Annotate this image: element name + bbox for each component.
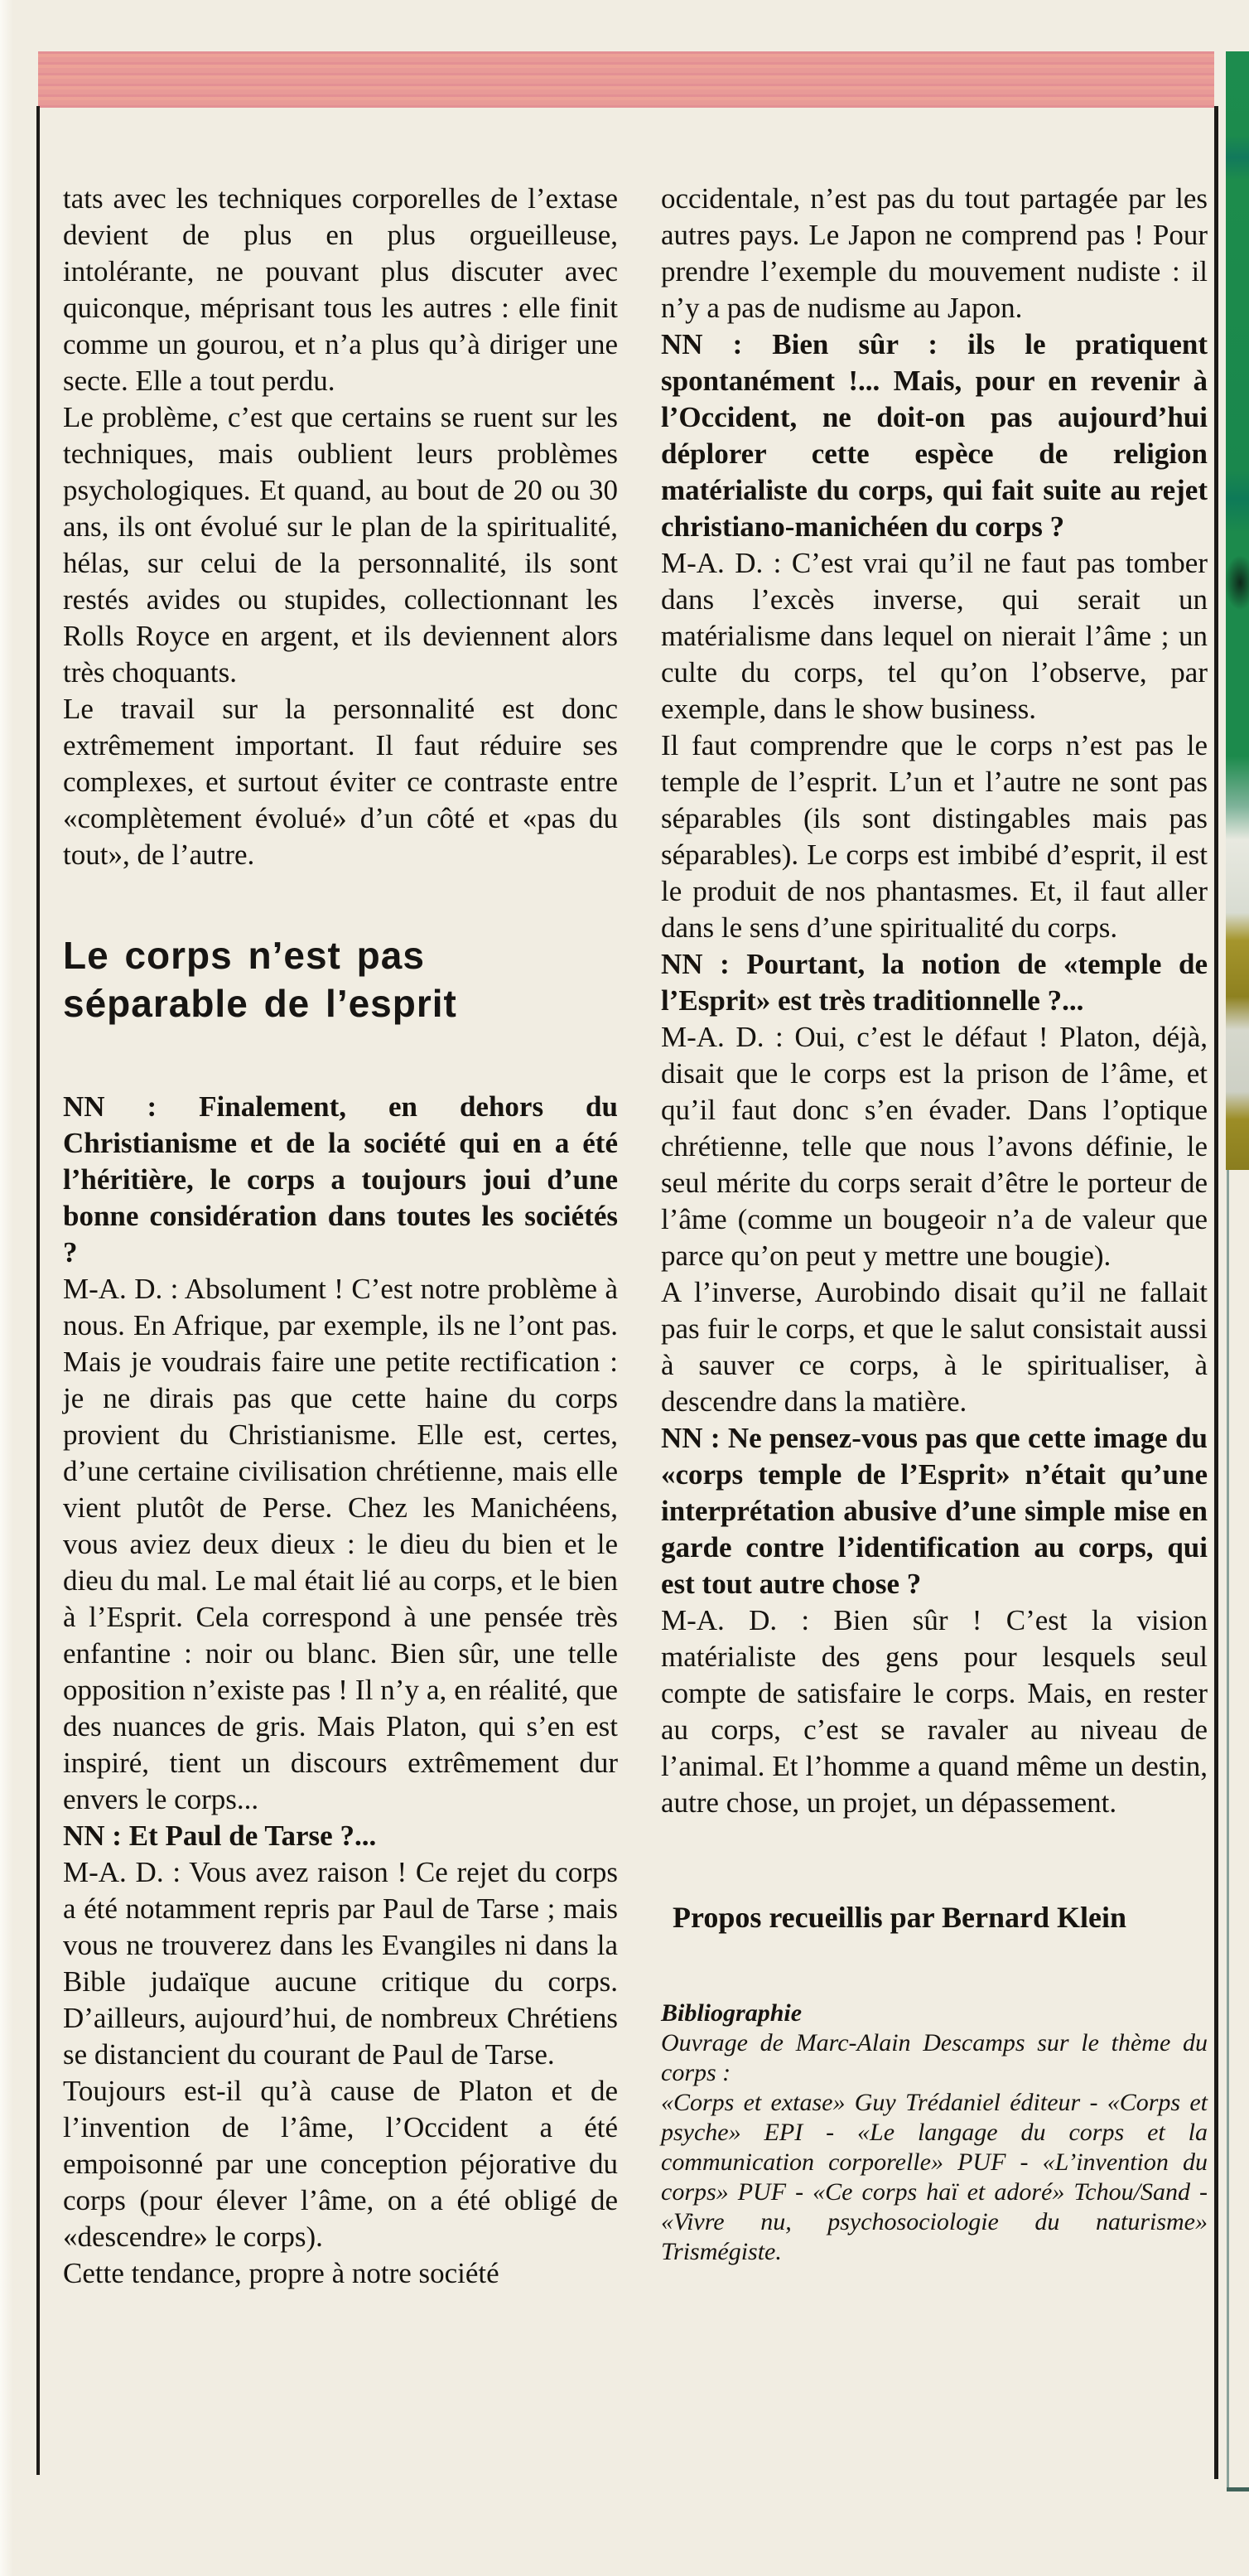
section-heading: Le corps n’est pas séparable de l’esprit bbox=[63, 934, 457, 1025]
body-paragraph: A l’inverse, Aurobindo disait qu’il ne fallait pas fuir le corps, et que le salut consistait aussi à sauver ce corps, à le spiritualiser, à descendre dans la matière. bbox=[661, 1276, 1208, 1418]
body-paragraph: M-A. D. : Vous avez raison ! Ce rejet du corps a été notamment repris par Paul de Tarse ; mais vous ne trouverez dans les Evangiles ni dans la Bible judaïque aucune critique du corps. D’ailleurs, aujourd’hui, de nombreux Chrétiens se distancient du courant de Paul de Tarse. bbox=[63, 1856, 618, 2071]
left-column-top-paragraphs bbox=[63, 181, 618, 873]
interview-question-paragraph: NN : Finalement, en dehors du Christianisme et de la société qui en a été l’héritière, le corps a toujours joui d’une bonne considération dans toutes les sociétés ? bbox=[63, 1090, 618, 1269]
body-paragraph: M-A. D. : Bien sûr ! C’est la vision matérialiste des gens pour lesquels seul compte de satisfaire le corps. Mais, en rester au corps, c’est se ravaler au niveau de l’animal. Et l’homme a quand même un destin, autre chose, un projet, un dépassement. bbox=[661, 1604, 1208, 1819]
left-column-bottom-paragraphs bbox=[63, 1089, 618, 2292]
right-text-column bbox=[661, 181, 1208, 2267]
body-paragraph: Le travail sur la personnalité est donc extrêmement important. Il faut réduire ses complexes, et surtout éviter ce contraste entre «complètement évolué» d’un côté et «pas du tout», de l’autre. bbox=[63, 693, 618, 871]
interview-question-paragraph: NN : Pourtant, la notion de «temple de l’Esprit» est très traditionnelle ?... bbox=[661, 948, 1208, 1017]
body-paragraph: M-A. D. : Absolument ! C’est notre problème à nous. En Afrique, par exemple, ils ne l’ont pas. Mais je voudrais faire une petite rectification : je ne dirais pas que cette haine du corps provient du Christianisme. Elle est, certes, d’une certaine civilisation chrétienne, mais elle vient plutôt de Perse. Chez les Manichéens, vous aviez deux dieux : le dieu du bien et le dieu du mal. Le mal était lié au corps, et le bien à l’Esprit. Cela correspond à une pensée très enfantine : noir ou blanc. Bien sûr, une telle opposition n’existe pas ! Il n’y a, en réalité, que des nuances de gris. Mais Platon, qui s’en est inspiré, tient un discours extrêmement dur envers le corps... bbox=[63, 1273, 618, 1815]
bibliography-intro: Ouvrage de Marc-Alain Descamps sur le thème du corps : bbox=[661, 2029, 1208, 2086]
body-paragraph: tats avec les techniques corporelles de l’extase devient de plus en plus orgueilleuse, intolérante, ne pouvant plus discuter avec quiconque, méprisant tous les autres : elle finit comme un gourou, et n’a plus qu’à diriger une secte. Elle a tout perdu. bbox=[63, 182, 618, 397]
adjacent-page-photo-border-bottom bbox=[1227, 2487, 1249, 2491]
body-paragraph: occidentale, n’est pas du tout partagée par les autres pays. Le Japon ne comprend pas ! Pour prendre l’exemple du mouvement nudiste : il n’y a pas de nudisme au Japon. bbox=[661, 182, 1208, 324]
body-paragraph: Il faut comprendre que le corps n’est pas le temple de l’esprit. L’un et l’autre ne sont pas séparables (ils sont distingables mais pas séparables). Le corps est imbibé d’esprit, il est le produit de nos phantasmes. Et, il faut aller dans le sens d’une spiritualité du corps. bbox=[661, 729, 1208, 944]
bibliography bbox=[661, 1998, 1208, 2267]
interview-question-paragraph: NN : Ne pensez-vous pas que cette image du «corps temple de l’Esprit» n’était qu’une interprétation abusive d’une simple mise en garde contre l’identification au corps, qui est tout autre chose ? bbox=[661, 1422, 1208, 1600]
interview-question-paragraph: NN : Bien sûr : ils le pratiquent spontanément !... Mais, pour en revenir à l’Occident, ne doit-on pas aujourd’hui déplorer cette espèce de religion matérialiste du corps, qui fait suite au rejet christiano-manichéen du corps ? bbox=[661, 328, 1208, 543]
byline: Propos recueillis par Bernard Klein bbox=[673, 1901, 1126, 1934]
body-paragraph: Toujours est-il qu’à cause de Platon et de l’invention de l’âme, l’Occident a été empoisonné par une conception péjorative du corps (pour élever l’âme, on a été obligé de «descendre» le corps). bbox=[63, 2075, 618, 2253]
header-pink-bar bbox=[38, 51, 1214, 108]
bibliography-title: Bibliographie bbox=[661, 1999, 803, 2027]
body-paragraph: Le problème, c’est que certains se ruent sur les techniques, mais oublient leurs problèmes psychologiques. Et quand, au bout de 20 ou 30 ans, ils ont évolué sur le plan de la spiritualité, hélas, sur celui de la personnalité, ils sont restés avides ou stupides, collectionnant les Rolls Royce en argent, et ils deviennent alors très choquants. bbox=[63, 401, 618, 689]
left-text-column bbox=[63, 181, 618, 2292]
interview-question-paragraph: NN : Et Paul de Tarse ?... bbox=[63, 1820, 377, 1852]
adjacent-page-photo-edge bbox=[1226, 51, 1249, 1170]
adjacent-page-photo-border bbox=[1227, 1170, 1229, 2489]
right-page-rule bbox=[1214, 106, 1218, 2479]
left-page-rule bbox=[36, 106, 40, 2475]
bibliography-works: «Corps et extase» Guy Trédaniel éditeur - «Corps et psyche» EPI - «Le langage du corps et la communication corporelle» PUF - «L’invention du corps» PUF - «Ce corps haï et adoré» Tchou/Sand - «Vivre nu, psychosociologie du naturisme» Trismégiste. bbox=[661, 2089, 1208, 2265]
body-paragraph: M-A. D. : Oui, c’est le défaut ! Platon, déjà, disait que le corps est la prison de l’âme, et qu’il faut donc s’en évader. Dans l’optique chrétienne, telle que nous l’avons définie, le seul mérite du corps serait d’être le porteur de l’âme (comme un bougeoir n’a de valeur que parce qu’on peut y mettre une bougie). bbox=[661, 1021, 1208, 1272]
right-column-paragraphs bbox=[661, 181, 1208, 1821]
body-paragraph: M-A. D. : C’est vrai qu’il ne faut pas tomber dans l’excès inverse, qui serait un matérialisme dans lequel on nierait l’âme ; un culte du corps, tel qu’on l’observe, par exemple, dans le show business. bbox=[661, 547, 1208, 725]
body-paragraph: Cette tendance, propre à notre société bbox=[63, 2257, 499, 2289]
